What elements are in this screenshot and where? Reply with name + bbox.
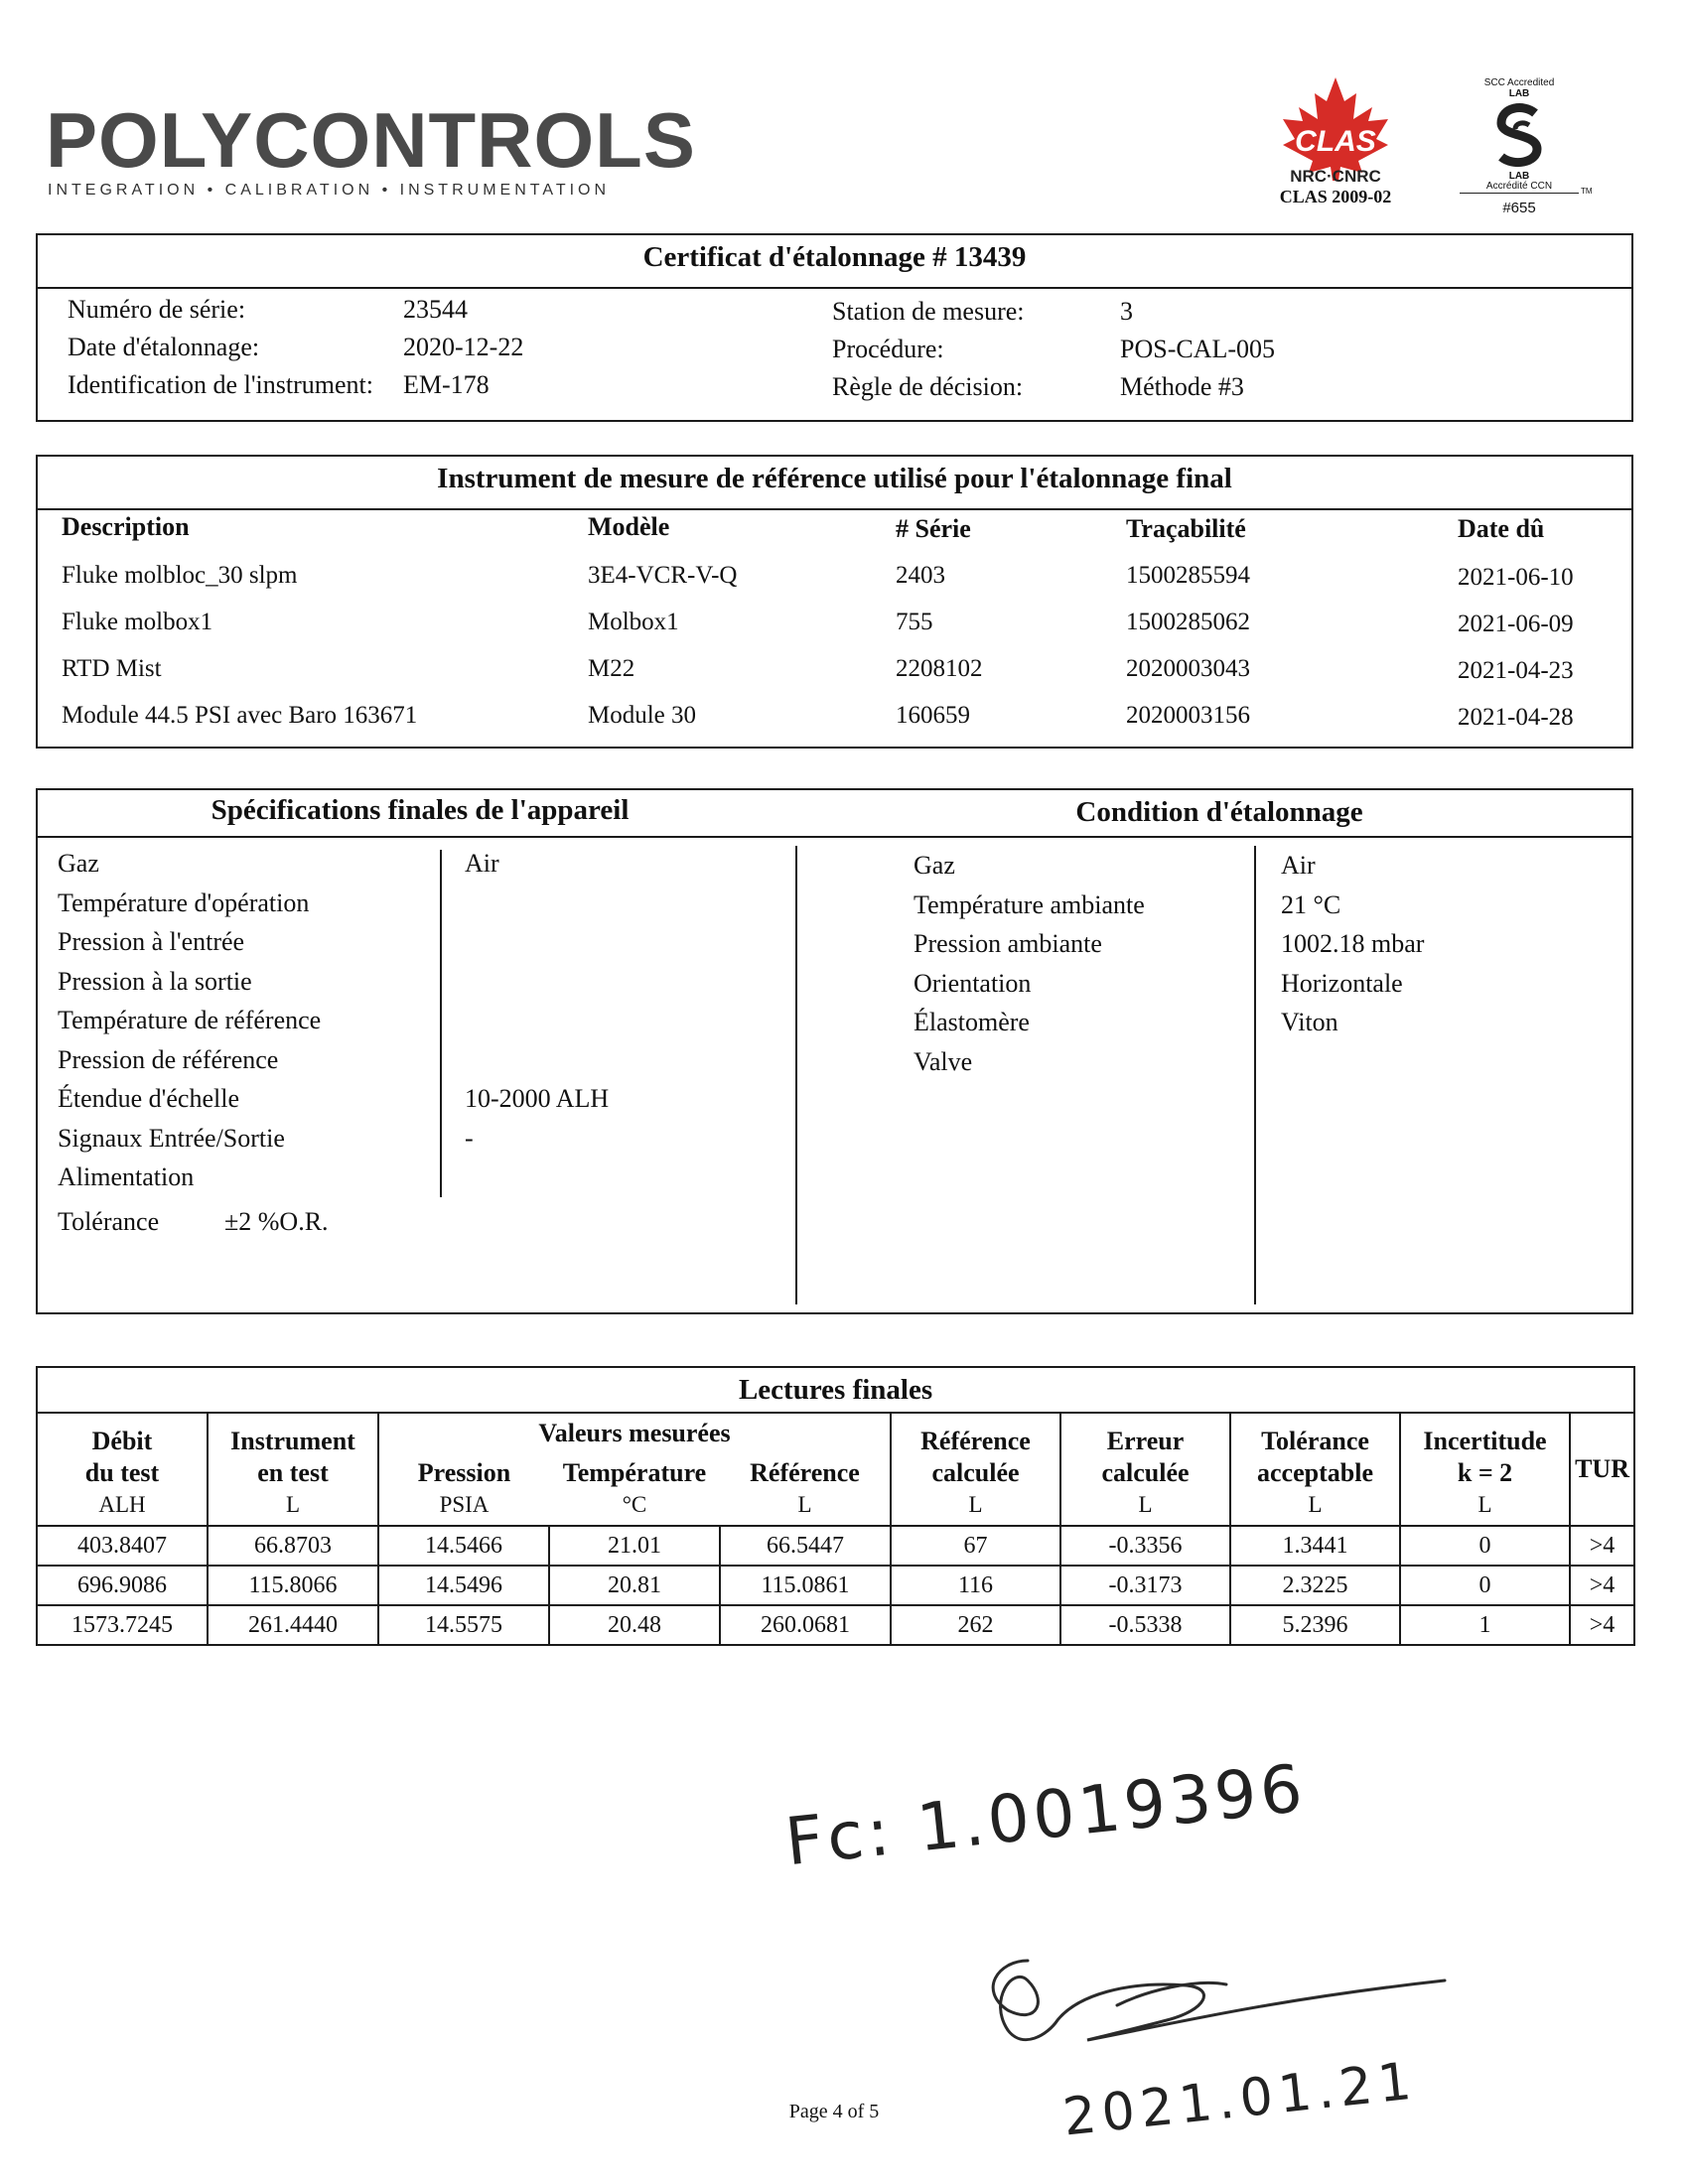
condition-value: Horizontale	[1281, 968, 1403, 998]
specs-labels	[58, 844, 321, 1197]
condition-label: Pression ambiante	[914, 929, 1102, 958]
brand-name: POLYCONTROLS	[46, 96, 696, 184]
instrument-id-value: EM-178	[403, 370, 490, 399]
reference-header-row	[62, 512, 1611, 552]
table-row: Fluke molbox1 Molbox1 755 1500285062 2021-06-09	[62, 609, 1574, 637]
clas-label: CLAS	[1295, 125, 1376, 158]
col-incertitude: Incertitude k = 2 L	[1400, 1413, 1570, 1526]
specs-values	[465, 844, 609, 1197]
condition-label: Valve	[914, 1046, 973, 1076]
scc-lab-top: LAB	[1508, 88, 1530, 99]
col-ref-calc: Référence calculée L	[891, 1413, 1060, 1526]
condition-value: 21 °C	[1281, 889, 1341, 919]
calibration-date-label: Date d'étalonnage:	[68, 333, 260, 361]
col-debit: Débit du test ALH	[37, 1413, 208, 1526]
tolerance-value: ±2 %O.R.	[224, 1207, 329, 1236]
col-erreur: Erreur calculée L	[1060, 1413, 1230, 1526]
clas-seal	[1261, 73, 1410, 212]
ref-col-model: Modèle	[588, 512, 670, 541]
serial-label: Numéro de série:	[68, 295, 246, 324]
spec-value	[465, 922, 609, 962]
ref-col-traceability: Traçabilité	[1126, 514, 1246, 543]
handwritten-correction-factor: Fc: 1.0019396	[781, 1749, 1310, 1881]
condition-label: Élastomère	[914, 1008, 1030, 1036]
decision-rule-label: Règle de décision:	[832, 372, 1024, 401]
spec-value	[465, 962, 609, 1002]
condition-label: Orientation	[914, 968, 1032, 998]
spec-label: Pression de référence	[58, 1044, 279, 1074]
station-label: Station de mesure:	[832, 297, 1025, 326]
spec-label: Signaux Entrée/Sortie	[58, 1123, 285, 1153]
reference-title: Instrument de mesure de référence utilisé pour l'étalonnage final	[437, 463, 1232, 494]
specs-title: Spécifications finales de l'appareil	[211, 794, 630, 826]
col-instrument: Instrument en test L	[208, 1413, 378, 1526]
table-row: Fluke molbloc_30 slpm 3E4-VCR-V-Q 2403 1500285594 2021-06-10	[62, 562, 1574, 591]
col-pression: Pression PSIA	[378, 1453, 549, 1526]
scc-tm: TM	[1581, 187, 1593, 196]
instrument-id-label: Identification de l'instrument:	[68, 370, 373, 399]
condition-value	[1281, 1042, 1424, 1082]
scc-accredited: SCC Accredited	[1483, 77, 1555, 88]
decision-rule-value: Méthode #3	[1120, 372, 1244, 401]
scc-ccn: Accrédité CCN	[1460, 181, 1579, 194]
ref-col-description: Description	[62, 512, 190, 541]
spec-label: Gaz	[58, 849, 99, 878]
certificate-left-labels	[68, 291, 373, 404]
spec-label: Température d'opération	[58, 887, 310, 917]
handwritten-date: 2021.01.21	[1059, 2051, 1420, 2148]
table-row: RTD Mist M22 2208102 2020003043 2021-04-23	[62, 655, 1574, 684]
col-tur: TUR	[1570, 1413, 1634, 1526]
reference-instruments-box	[36, 455, 1633, 749]
station-value: 3	[1120, 297, 1133, 326]
table-row: 1573.7245 261.4440 14.5575 20.48 260.0681 262 -0.5338 5.2396 1 >4	[37, 1605, 1634, 1645]
spec-label: Alimentation	[58, 1162, 195, 1191]
handwritten-signature	[968, 1941, 1465, 2070]
col-group-measured: Valeurs mesurées	[378, 1413, 891, 1453]
scc-number: #655	[1502, 200, 1536, 216]
condition-value: 1002.18 mbar	[1281, 929, 1425, 958]
spec-label: Pression à l'entrée	[58, 927, 245, 956]
procedure-value: POS-CAL-005	[1120, 335, 1276, 363]
scc-logo-icon	[1489, 103, 1551, 169]
certificate-box	[36, 233, 1633, 422]
spec-value	[465, 1040, 609, 1080]
specs-conditions-box	[36, 788, 1633, 1314]
section-divider	[795, 846, 797, 1304]
spec-label: Température de référence	[58, 1006, 322, 1034]
table-row: 696.9086 115.8066 14.5496 20.81 115.0861 116 -0.3173 2.3225 0 >4	[37, 1566, 1634, 1605]
condition-label: Température ambiante	[914, 889, 1145, 919]
certificate-title: Certificat d'étalonnage # 13439	[642, 241, 1027, 273]
nrc-label: NRC·CNRC	[1290, 167, 1381, 186]
table-row: 403.8407 66.8703 14.5466 21.01 66.5447 67 -0.3356 1.3441 0 >4	[37, 1526, 1634, 1566]
serial-value: 23544	[403, 295, 468, 324]
certificate-right-labels	[832, 293, 1025, 406]
condition-value: Air	[1281, 851, 1316, 880]
spec-label: Étendue d'échelle	[58, 1084, 239, 1113]
conditions-labels	[914, 846, 1145, 1081]
ref-col-due-date: Date dû	[1458, 514, 1545, 543]
clas-number: CLAS 2009-02	[1279, 187, 1392, 206]
readings-title: Lectures finales	[37, 1367, 1634, 1413]
spec-value	[465, 1158, 609, 1197]
procedure-label: Procédure:	[832, 335, 944, 363]
table-row: Module 44.5 PSI avec Baro 163671 Module 30 160659 2020003156 2021-04-28	[62, 702, 1574, 731]
conditions-values	[1281, 846, 1424, 1081]
brand-tagline: INTEGRATION • CALIBRATION • INSTRUMENTATION	[48, 182, 611, 199]
final-readings-table	[36, 1366, 1635, 1646]
spec-value	[465, 1001, 609, 1040]
page-number: Page 4 of 5	[788, 2101, 880, 2122]
scc-lab-bottom: LAB	[1508, 171, 1530, 182]
spec-label: Pression à la sortie	[58, 966, 252, 996]
spec-value	[465, 884, 609, 923]
certificate-right-values	[1120, 293, 1275, 406]
condition-label: Gaz	[914, 851, 955, 880]
conditions-title: Condition d'étalonnage	[1075, 796, 1363, 828]
certificate-left-values	[403, 291, 523, 404]
spec-value: 10-2000 ALH	[465, 1084, 610, 1113]
col-temperature: Température °C	[549, 1453, 720, 1526]
specs-inner-divider	[440, 850, 442, 1197]
spec-value: -	[465, 1123, 474, 1153]
conditions-inner-divider	[1254, 846, 1256, 1304]
ref-col-serial: # Série	[896, 514, 971, 543]
scc-seal	[1460, 77, 1593, 221]
col-tolerance: Tolérance acceptable L	[1230, 1413, 1400, 1526]
calibration-date-value: 2020-12-22	[403, 333, 524, 361]
condition-value: Viton	[1281, 1008, 1338, 1036]
col-reference: Référence L	[720, 1453, 891, 1526]
spec-value: Air	[465, 849, 499, 878]
tolerance-label: Tolérance	[58, 1207, 160, 1236]
